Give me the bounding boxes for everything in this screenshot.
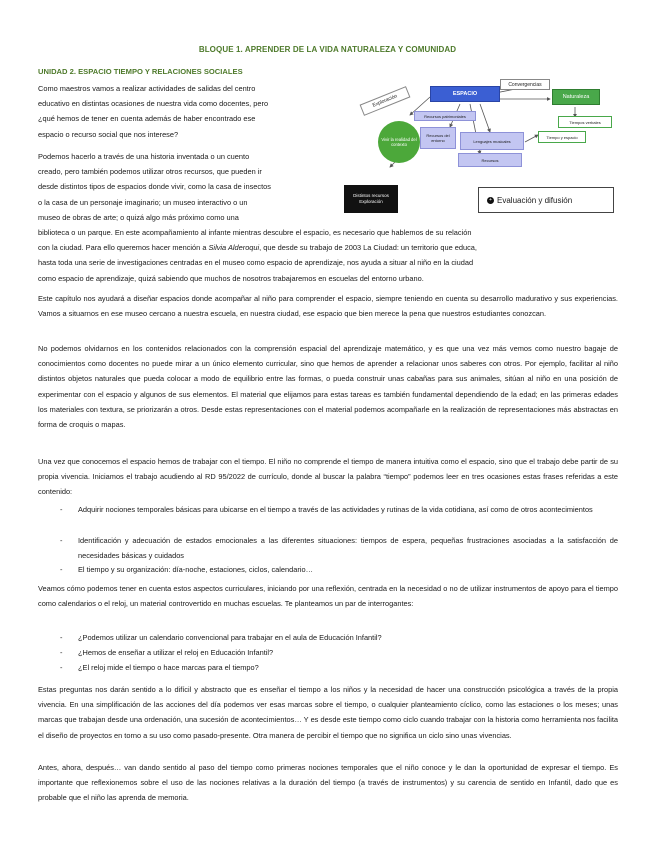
text-line: hasta toda una serie de investigaciones centradas en el museo como espacio de aprendizaje, nos ayuda a situar al niño en la ciudad <box>38 258 474 268</box>
concept-diagram <box>340 77 620 223</box>
paragraph-questions: Estas preguntas nos darán sentido a lo difícil y abstracto que es enseñar el tiempo a los niños y la necesidad de hacer una construcción psicológica a través de la propia vivencia. En una simplificación de las acciones del día podemos ver esas marcas sobre el tiempo, o cualquier planteamiento cíclico, como las estaciones o los meses; unas marcas que trabajan desde una ordenación, una sucesión de acontecimientos… Y es desde este tiempo como ciclo cuando trabajar con la historia como herramienta nos facilita el diseño de proyectos en torno a su uso como pasado-presente. Otra manera de percibir el tiempo que no significa un ciclo sino unas vivencias. <box>38 685 618 740</box>
text-line: o la casa de un personaje imaginario; un museo interactivo o un <box>38 197 248 207</box>
convergencias-tag: Convergencias <box>500 79 550 90</box>
intro-paragraph <box>38 81 334 142</box>
author-name: Silvia Alderoqui <box>208 243 260 253</box>
paragraph-time: Una vez que conocemos el espacio hemos de trabajar con el tiempo. El niño no comprende el tiempo de manera intuitiva como el espacio, sino que el trabajo debe partir de su propia vivencia. Iniciamos el trabajo acudiendo al RD 95/2022 de currículo, donde al buscar la palabra “tiempo” podemos leer en tres ocasiones estas frases referidas a este contenido: <box>38 457 618 497</box>
paragraph-spatial: No podemos olvidarnos en los contenidos relacionados con la comprensión espacial del aprendizaje matemático, y es que una vez más vemos como nuestro bagaje de conocimientos como docentes no puede mirar a un único elemento curricular, sino que hemos de aprender a relacionar unos saberes con otros. Por ejemplo, facilitar al niño distintos objetos naturales que pueda colocar a modo de equilibrio entre las formas, o pueda construir unas cabañas para sus animales, sitúan al niño en una posición de experimentar con el espacio y algunos de sus elementos. El material que elijamos para estas tareas es también fundamental dependiendo de la edad; en las primeras edades los materiales con textura, se priorizarán a otros. Desde estas representaciones con el material podemos acompañarle en la realización de representaciones más abstractas en forma de croquis o mapas. <box>38 344 618 430</box>
text-line: Podemos hacerlo a través de una historia inventada o un cuento <box>38 152 250 161</box>
bullet-item: - ¿Hemos de enseñar a utilizar el reloj en Educación Infantil? <box>60 648 274 657</box>
evaluation-label: Evaluación y difusión <box>497 195 573 205</box>
tiempos-node: Tiempos verbales <box>558 116 612 128</box>
text-line: desde distintos tipos de espacios donde vivir, como la casa de insectos <box>38 182 271 192</box>
text-line: museo de obras de arte; o quizá algo más próximo como una <box>38 212 239 222</box>
text-line: espacio o recurso social que nos interese? <box>38 129 179 139</box>
distintos-recursos-node: Distintos recursos Exploración <box>344 185 398 213</box>
naturaleza-node: Naturaleza <box>552 89 600 105</box>
resources-paragraph <box>38 149 334 225</box>
text-line: biblioteca o un parque. En este acompañamiento al infante mientras descubre el espacio, es necesario que hablemos de su relación <box>38 228 472 237</box>
paragraph-reflection: Veamos cómo podemos tener en cuenta estos aspectos curriculares, iniciando por una reflexión, centrada en la necesidad o no de utilizar instrumentos de apoyo para el tiempo como calendarios o el reloj, un material controvertido en muchas escuelas. Te planteamos un par de interrogantes: <box>38 584 618 609</box>
recursos-patrimoniales-node: Recursos patrimoniales <box>414 111 476 121</box>
paragraph-before-after: Antes, ahora, después… van dando sentido al paso del tiempo como primeras nociones temporales que el niño conoce y le dan la oportunidad de expresar el tiempo. Es importante que reflexionemos sobre el uso de las nociones relativas a la duración del tiempo (a través de instrumentos) y su carencia de sentido en Infantil, dado que es probable que el niño las aprenda de memoria. <box>38 763 618 803</box>
evaluation-box <box>478 187 614 213</box>
paragraph-chapter: Este capítulo nos ayudará a diseñar espacios donde acompañar al niño para comprender el espacio, siempre teniendo en cuenta su desarrollo madurativo y sus experiencias. Vamos a situarnos en ese museo cercano a nuestra escuela, en nuestra ciudad, ese espacio que bien merece la pena que nuestros estudiantes conozcan. <box>38 294 618 319</box>
center-node: ESPACIO <box>430 86 500 102</box>
document-title: BLOQUE 1. APRENDER DE LA VIDA NATURALEZA Y COMUNIDAD <box>198 45 457 54</box>
recursos-node: Recursos <box>458 153 522 167</box>
tiempo-espacio-node: Tiempo y espacio <box>538 131 586 143</box>
unit-title: UNIDAD 2. ESPACIO TIEMPO Y RELACIONES SOCIALES <box>38 67 243 76</box>
text-line: Como maestros vamos a realizar actividades de salidas del centro <box>38 84 256 93</box>
resources-paragraph-continued <box>38 225 618 286</box>
vivir-realidad-node: Vivir la realidad del contexto <box>378 121 420 163</box>
text-line: como espacio de aprendizaje, quizá sabiendo que muchos de nosotros trabajaremos en escuelas del entorno urbano. <box>38 273 424 283</box>
add-icon: + <box>487 197 494 204</box>
bullet-item: - Identificación y adecuación de estados emocionales a las diferentes situaciones: tiempos de espera, pequeñas frustraciones asociadas a la satisfacción de necesidades básicas y cuidados <box>60 536 618 561</box>
recursos-entorno-node: Recursos del entorno <box>420 127 456 149</box>
exploracion-tag: Exploración <box>360 86 411 116</box>
text-line: con la ciudad. Para ello queremos hacer mención a Silvia Alderoqui, que desde su trabajo de 2003 La Ciudad: un territorio que educa, <box>38 243 477 253</box>
lenguajes-node: Lenguajes musicales <box>460 132 524 150</box>
bullet-item: - El tiempo y su organización: día-noche, estaciones, ciclos, calendario… <box>60 565 313 574</box>
bullet-item: - Adquirir nociones temporales básicas para ubicarse en el tiempo a través de las actividades y rutinas de la vida cotidiana, así como de otros acontecimientos <box>60 505 593 514</box>
text-line: ¿qué hemos de tener en cuenta además de haber encontrado ese <box>38 114 256 124</box>
bullet-item: - ¿Podemos utilizar un calendario convencional para trabajar en el aula de Educación Infantil? <box>60 633 382 642</box>
bullet-item: - ¿El reloj mide el tiempo o hace marcas para el tiempo? <box>60 663 259 672</box>
text-line: creado, pero también podemos utilizar otros recursos, que pueden ir <box>38 167 262 177</box>
text-line: educativo en distintas ocasiones de nuestra vida como docentes, pero <box>38 99 269 109</box>
